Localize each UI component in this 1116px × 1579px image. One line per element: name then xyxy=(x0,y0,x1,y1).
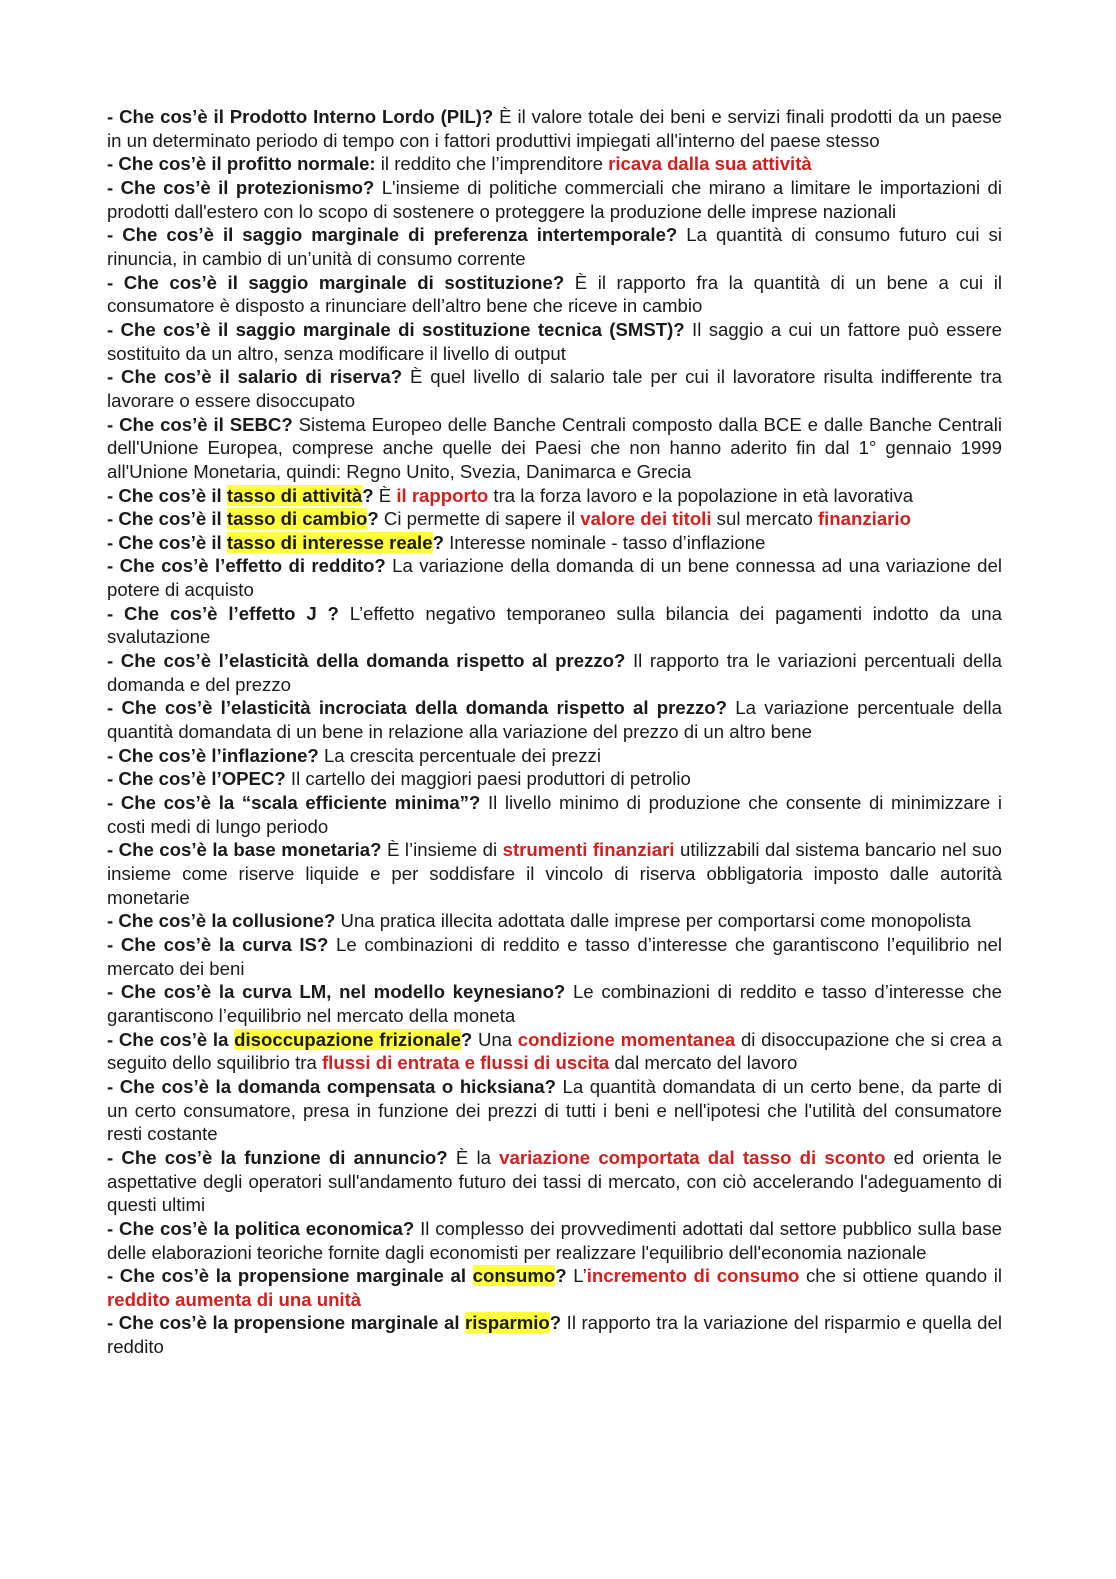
question-text: - Che cos’è l’effetto J ? xyxy=(107,602,339,624)
question-text: - Che cos’è la collusione? xyxy=(107,910,336,932)
answer-text: La crescita percentuale dei prezzi xyxy=(318,744,601,766)
emphasis-text: condizione momentanea xyxy=(517,1028,736,1050)
qa-entry xyxy=(107,1075,1002,1146)
qa-entry xyxy=(107,365,1002,412)
qa-entry xyxy=(107,1217,1002,1264)
qa-entry xyxy=(107,1264,1002,1311)
highlighted-term: tasso di attività xyxy=(226,484,363,506)
emphasis-text: valore dei titoli xyxy=(580,508,712,530)
qa-entry xyxy=(107,318,1002,365)
question-text: - Che cos’è l’OPEC? xyxy=(107,768,286,790)
answer-text: La variazione percentuale della quantità domandata di un bene in relazione alla variazione del prezzo di un altro bene xyxy=(107,697,1002,743)
answer-text: utilizzabili dal sistema bancario nel suo insieme come riserve liquide e per soddisfare il vincolo di riserva obbligatoria imposto dalle autorità monetarie xyxy=(107,839,1003,908)
answer-text: Interesse nominale - tasso d’inflazione xyxy=(443,531,766,553)
answer-text: Il saggio a cui un fattore può essere sostituito da un altro, senza modificare il livello di output xyxy=(107,318,1002,364)
answer-text: È quel livello di salario tale per cui il lavoratore risulta indifferente tra lavorare o essere disoccupato xyxy=(107,366,1002,411)
question-text: ? xyxy=(367,508,379,530)
answer-text: che si ottiene quando il xyxy=(799,1265,1002,1287)
question-text: - Che cos’è la “scala efficiente minima”? xyxy=(107,792,481,814)
qa-entry xyxy=(107,791,1002,838)
question-text: ? xyxy=(460,1028,473,1050)
highlighted-term: consumo xyxy=(472,1265,556,1287)
answer-text: La variazione della domanda di un bene connessa ad una variazione del potere di acquisto xyxy=(107,555,1002,601)
highlighted-term: risparmio xyxy=(465,1312,550,1334)
answer-text: Il livello minimo di produzione che consente di minimizzare i costi medi di lungo periodo xyxy=(107,792,1002,837)
entries-list xyxy=(107,105,1002,1359)
answer-text: L'insieme di politiche commerciali che mirano a limitare le importazioni di prodotti dall'estero con lo scopo di sostenere o proteggere la produzione delle imprese nazionali xyxy=(107,176,1002,222)
question-text: - Che cos’è la base monetaria? xyxy=(107,839,382,861)
question-text: ? xyxy=(555,1265,567,1287)
question-text: - Che cos’è il protezionismo? xyxy=(107,176,375,198)
qa-entry xyxy=(107,838,1002,909)
emphasis-text: finanziario xyxy=(817,508,911,530)
question-text: ? xyxy=(432,531,444,553)
question-text: - Che cos’è il Prodotto Interno Lordo (PIL)? xyxy=(107,106,494,127)
question-text: - Che cos’è il saggio marginale di sostituzione? xyxy=(107,271,565,293)
question-text: - Che cos’è il profitto normale: xyxy=(107,153,376,175)
question-text: - Che cos’è il saggio marginale di preferenza intertemporale? xyxy=(107,224,678,246)
emphasis-text: strumenti finanziari xyxy=(502,839,675,861)
qa-entry xyxy=(107,649,1002,696)
highlighted-term: disoccupazione frizionale xyxy=(234,1028,461,1050)
question-text: - Che cos’è la curva LM, nel modello keynesiano? xyxy=(107,981,566,1003)
qa-entry xyxy=(107,484,1002,508)
question-text: - Che cos’è il saggio marginale di sostituzione tecnica (SMST)? xyxy=(107,318,685,340)
question-text: - Che cos’è l’elasticità della domanda rispetto al prezzo? xyxy=(107,650,626,672)
question-text: - Che cos’è l’inflazione? xyxy=(107,744,319,766)
question-text: - Che cos’è la funzione di annuncio? xyxy=(107,1146,448,1168)
answer-text: sul mercato xyxy=(711,508,818,530)
question-text: - Che cos’è la xyxy=(107,1028,235,1050)
answer-text: tra la forza lavoro e la popolazione in età lavorativa xyxy=(488,484,914,506)
emphasis-text: reddito aumenta di una unità xyxy=(107,1288,362,1310)
question-text: - Che cos’è la propensione marginale al xyxy=(107,1312,466,1334)
answer-text: L’effetto negativo temporaneo sulla bilancia dei pagamenti indotto da una svalutazione xyxy=(107,602,1002,648)
qa-entry xyxy=(107,271,1002,318)
qa-entry xyxy=(107,767,1002,791)
answer-text: il reddito che l’imprenditore xyxy=(375,153,609,175)
answer-text: È il rapporto fra la quantità di un bene a cui il consumatore è disposto a rinunciare dell’altro bene che riceve in cambio xyxy=(107,271,1003,317)
answer-text: di disoccupazione che si crea a seguito dello squilibrio tra xyxy=(107,1028,1002,1074)
emphasis-text: variazione comportata dal tasso di sconto xyxy=(499,1146,886,1168)
qa-entry xyxy=(107,1028,1002,1075)
qa-entry xyxy=(107,176,1002,223)
answer-text: ed orienta le aspettative degli operatori sull'andamento futuro dei tassi di mercato, con ciò accelerando l'adeguamento di questi ultimi xyxy=(107,1146,1002,1216)
answer-text: Le combinazioni di reddito e tasso d’interesse che garantiscono l’equilibrio nel mercato dei beni xyxy=(107,933,1002,979)
question-text: - Che cos’è l’elasticità incrociata della domanda rispetto al prezzo? xyxy=(107,697,728,719)
qa-entry xyxy=(107,507,1002,531)
qa-entry xyxy=(107,933,1002,980)
emphasis-text: flussi di entrata e flussi di uscita xyxy=(321,1052,610,1074)
highlighted-term: tasso di interesse reale xyxy=(226,531,433,553)
qa-entry xyxy=(107,909,1002,933)
qa-entry xyxy=(107,1311,1002,1358)
qa-entry xyxy=(107,744,1002,768)
qa-entry xyxy=(107,980,1002,1027)
answer-text: Una xyxy=(472,1028,518,1050)
qa-entry xyxy=(107,223,1002,270)
answer-text: L’ xyxy=(566,1265,587,1287)
qa-entry xyxy=(107,105,1002,152)
qa-entry xyxy=(107,1146,1002,1217)
answer-text: Il complesso dei provvedimenti adottati dal settore pubblico sulla base delle elaborazioni teoriche fornite dagli economisti per realizzare l'equilibrio dell'economia nazionale xyxy=(107,1217,1002,1263)
answer-text: Ci permette di sapere il xyxy=(378,508,581,530)
answer-text: Le combinazioni di reddito e tasso d’interesse che garantiscono l’equilibrio nel mercato della moneta xyxy=(107,981,1002,1026)
qa-entry xyxy=(107,413,1002,484)
question-text: - Che cos’è il SEBC? xyxy=(107,413,293,435)
qa-entry xyxy=(107,602,1002,649)
qa-entry xyxy=(107,152,1002,176)
answer-text: È xyxy=(373,484,397,506)
question-text: - Che cos’è il xyxy=(107,531,227,553)
question-text: - Che cos’è l’effetto di reddito? xyxy=(107,555,386,577)
emphasis-text: ricava dalla sua attività xyxy=(608,153,812,175)
qa-entry xyxy=(107,531,1002,555)
question-text: ? xyxy=(549,1312,562,1334)
answer-text: È il valore totale dei beni e servizi finali prodotti da un paese in un determinato periodo di tempo con i fattori produttivi impiegati all'interno del paese stesso xyxy=(107,106,1003,151)
qa-entry xyxy=(107,554,1002,601)
question-text: - Che cos’è la propensione marginale al xyxy=(107,1265,473,1287)
answer-text: Il rapporto tra la variazione del risparmio e quella del reddito xyxy=(107,1312,1002,1358)
emphasis-text: il rapporto xyxy=(396,484,489,506)
question-text: - Che cos’è il xyxy=(107,484,227,506)
answer-text: Il cartello dei maggiori paesi produttori di petrolio xyxy=(285,768,691,790)
answer-text: La quantità di consumo futuro cui si rinuncia, in cambio di un’unità di consumo corrente xyxy=(107,224,1002,269)
highlighted-term: tasso di cambio xyxy=(226,508,368,530)
emphasis-text: incremento di consumo xyxy=(586,1265,800,1287)
question-text: ? xyxy=(362,484,374,506)
answer-text: È la xyxy=(447,1146,500,1168)
answer-text: Sistema Europeo delle Banche Centrali composto dalla BCE e dalle Banche Centrali dell'Unione Europea, comprese anche quelle dei Paesi che non hanno aderito fin dal 1° gennaio 1999 all'Unione Monetaria, quindi: Regno Unito, Svezia, Danimarca e Grecia xyxy=(107,413,1002,482)
answer-text: dal mercato del lavoro xyxy=(609,1052,798,1074)
answer-text: La quantità domandata di un certo bene, da parte di un certo consumatore, presa in funzione dei prezzi di tutti i beni e nell'ipotesi che l'utilità del consumatore resti costante xyxy=(107,1075,1003,1145)
question-text: - Che cos’è la curva IS? xyxy=(107,933,329,955)
answer-text: È l’insieme di xyxy=(381,839,503,861)
answer-text: Una pratica illecita adottata dalle imprese per comportarsi come monopolista xyxy=(335,910,971,932)
question-text: - Che cos’è il xyxy=(107,508,227,530)
answer-text: Il rapporto tra le variazioni percentuali della domanda e del prezzo xyxy=(107,650,1002,695)
question-text: - Che cos’è la politica economica? xyxy=(107,1217,415,1239)
question-text: - Che cos’è il salario di riserva? xyxy=(107,366,403,388)
question-text: - Che cos’è la domanda compensata o hicksiana? xyxy=(107,1075,556,1097)
qa-entry xyxy=(107,696,1002,743)
